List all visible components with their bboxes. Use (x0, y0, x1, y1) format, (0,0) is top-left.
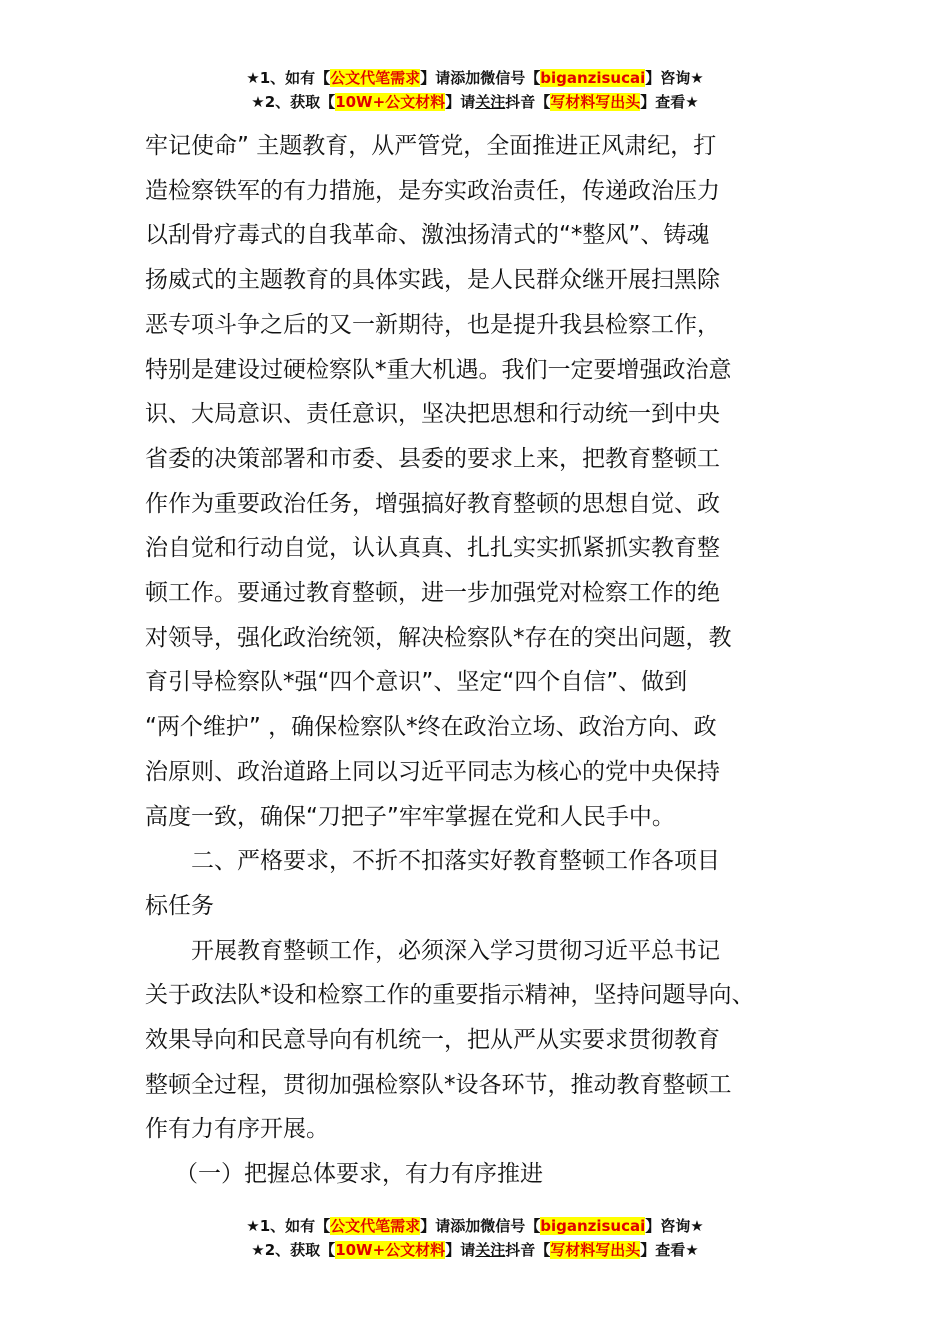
banner-text: 】请 (445, 93, 476, 111)
body-line: “两个维护” ，确保检察队*终在政治立场、政治方向、政 (145, 714, 717, 741)
body-line: 整顿全过程，贯彻加强检察队*设各环节，推动教育整顿工 (145, 1071, 732, 1098)
body-line: 识、大局意识、责任意识，坚决把思想和行动统一到中央 (145, 401, 720, 428)
body-line: 关于政法队*设和检察工作的重要指示精神，坚持问题导向、 (145, 982, 755, 1009)
wechat-id-highlight: biganzisucai (540, 69, 646, 87)
banner-text: 抖音【 (505, 1241, 551, 1259)
banner-line-1 (0, 1214, 950, 1238)
body-line: 治自觉和行动自觉，认认真真、扎扎实实抓紧抓实教育整 (145, 535, 720, 562)
body-line: 育引导检察队*强“四个意识”、坚定“四个自信”、做到 (145, 669, 688, 696)
banner-text: 】请 (445, 1241, 476, 1259)
document-body (145, 124, 815, 1197)
banner-text: 抖音【 (505, 93, 551, 111)
banner-underlined: 关注 (475, 93, 506, 111)
body-line: 造检察铁军的有力措施，是夯实政治责任，传递政治压力 (145, 177, 720, 204)
banner-text: ★1、如有【 (246, 1217, 331, 1235)
banner-highlight: 10W+公文材料 (335, 93, 446, 111)
banner-text: 】咨询★ (645, 69, 704, 87)
banner-line-2 (0, 90, 950, 114)
body-line: 作有力有序开展。 (145, 1116, 329, 1143)
body-line: 省委的决策部署和市委、县委的要求上来，把教育整顿工 (145, 445, 720, 472)
body-line: 治原则、政治道路上同以习近平同志为核心的党中央保持 (145, 758, 720, 785)
section-heading-line: 二、严格要求，不折不扣落实好教育整顿工作各项目 (191, 848, 720, 875)
douyin-highlight: 写材料写出头 (550, 1241, 641, 1259)
banner-text: ★2、获取【 (251, 1241, 336, 1259)
body-line: 以刮骨疗毒式的自我革命、激浊扬清式的“*整风”、铸魂 (145, 222, 710, 249)
banner-line-2 (0, 1238, 950, 1262)
douyin-highlight: 写材料写出头 (550, 93, 641, 111)
banner-text: 】请添加微信号【 (420, 1217, 541, 1235)
body-line: 效果导向和民意导向有机统一，把从严从实要求贯彻教育 (145, 1027, 720, 1054)
body-line: 高度一致，确保“刀把子”牢牢掌握在党和人民手中。 (145, 803, 675, 830)
subsection-heading: （一）把握总体要求，有力有序推进 (175, 1161, 543, 1188)
body-line: 特别是建设过硬检察队*重大机遇。我们一定要增强政治意 (145, 356, 732, 383)
banner-text: ★2、获取【 (251, 93, 336, 111)
banner-highlight: 公文代笔需求 (330, 1217, 421, 1235)
banner-underlined: 关注 (475, 1241, 506, 1259)
banner-line-1 (0, 66, 950, 90)
banner-text: 】咨询★ (645, 1217, 704, 1235)
section-heading-line: 标任务 (145, 892, 214, 919)
banner-text: 】查看★ (640, 93, 699, 111)
banner-text: 】请添加微信号【 (420, 69, 541, 87)
body-line: 顿工作。要通过教育整顿，进一步加强党对检察工作的绝 (145, 580, 720, 607)
body-line: 扬威式的主题教育的具体实践，是人民群众继开展扫黑除 (145, 267, 720, 294)
body-line: 恶专项斗争之后的又一新期待，也是提升我县检察工作， (145, 311, 720, 338)
footer-banner (0, 1214, 950, 1262)
banner-text: 】查看★ (640, 1241, 699, 1259)
banner-text: ★1、如有【 (246, 69, 331, 87)
body-line: 牢记使命” 主题教育，从严管党，全面推进正风肃纪，打 (145, 133, 717, 159)
body-line: 对领导，强化政治统领，解决检察队*存在的突出问题，教 (145, 624, 732, 651)
banner-highlight: 公文代笔需求 (330, 69, 421, 87)
banner-highlight: 10W+公文材料 (335, 1241, 446, 1259)
wechat-id-highlight: biganzisucai (540, 1217, 646, 1235)
body-line: 开展教育整顿工作，必须深入学习贯彻习近平总书记 (191, 937, 720, 964)
body-line: 作作为重要政治任务，增强搞好教育整顿的思想自觉、政 (145, 490, 720, 517)
header-banner (0, 66, 950, 114)
